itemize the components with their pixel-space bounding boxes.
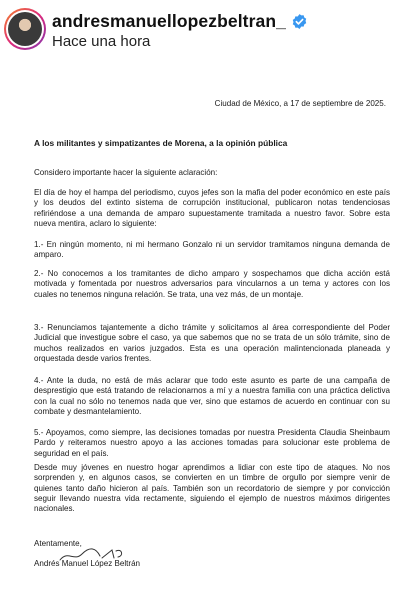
letter-signer: Andrés Manuel López Beltrán — [34, 559, 141, 568]
letter-date: Ciudad de México, a 17 de septiembre de 2025. — [214, 99, 386, 108]
letter-paragraph-6: 5.- Apoyamos, como siempre, las decisiones tomadas por nuestra Presidenta Claudia Sheinbaum Pardo y reiteramos nuestro apoyo a las acciones tomadas para solucionar este problema de seguridad en el país. — [34, 428, 390, 458]
letter-document — [0, 62, 400, 590]
letter-intro: Considero importante hacer la siguiente aclaración: — [34, 168, 218, 177]
username-row — [52, 10, 308, 32]
letter-closing: Atentamente, — [34, 539, 82, 548]
letter-heading: A los militantes y simpatizantes de Morena, a la opinión pública — [34, 138, 288, 148]
profile-photo — [8, 12, 42, 46]
avatar[interactable] — [4, 8, 46, 50]
post-header — [0, 0, 400, 62]
verified-badge-icon — [291, 13, 308, 30]
letter-paragraph-4: 3.- Renunciamos tajantemente a dicho trámite y solicitamos al área correspondiente del Poder Judicial que investigue sobre el caso, ya que sabemos que no se trata de un sólo trámite, sino de muchos realizados en varios juzgados. Esta es una operación malintencionada planeada y orquestada desde varios frentes. — [34, 323, 390, 363]
letter-paragraph-2: 1.- En ningún momento, ni mi hermano Gonzalo ni un servidor tramitamos ninguna demanda de amparo. — [34, 240, 390, 260]
username-link[interactable]: andresmanuellopezbeltran_ — [52, 10, 286, 31]
letter-paragraph-3: 2.- No conocemos a los tramitantes de dicho amparo y sospechamos que dicha acción está motivada y fomentada por nuestros adversarios para vincularnos a un tema y actores con los cuales no tenemos ninguna relación. Se trata, una vez más, de un montaje. — [34, 269, 390, 299]
letter-paragraph-7: Desde muy jóvenes en nuestro hogar aprendimos a lidiar con este tipo de ataques. No nos sorprenden y, en algunos casos, se convierten en un timbre de orgullo por siempre venir de quienes tanto daño hicieron al país. También son un recordatorio de siempre y por convicción seguir llevando nuestra vida rectamente, siguiendo el ejemplo de nuestros máximos dirigentes nacionales. — [34, 463, 390, 514]
letter-paragraph-1: El día de hoy el hampa del periodismo, cuyos jefes son la mafia del poder económico en este país y los deudos del extinto sistema de corrupción institucional, publicaron notas tendenciosas refiriéndose a una demanda de amparo supuestamente tramitada a nuestro favor. Sobre esta nueva mentira, aclaro lo siguiente: — [34, 188, 390, 228]
post-time: Hace una hora — [52, 33, 151, 50]
letter-paragraph-5: 4.- Ante la duda, no está de más aclarar que todo este asunto es parte de una campaña de desprestigio que está tratando de relacionarnos a mí y a nuestra familia con una práctica delictiva con la cual no sólo no tenemos nada que ver, sino que estamos de acuerdo en continuar con su combate y desmantelamiento. — [34, 376, 390, 416]
